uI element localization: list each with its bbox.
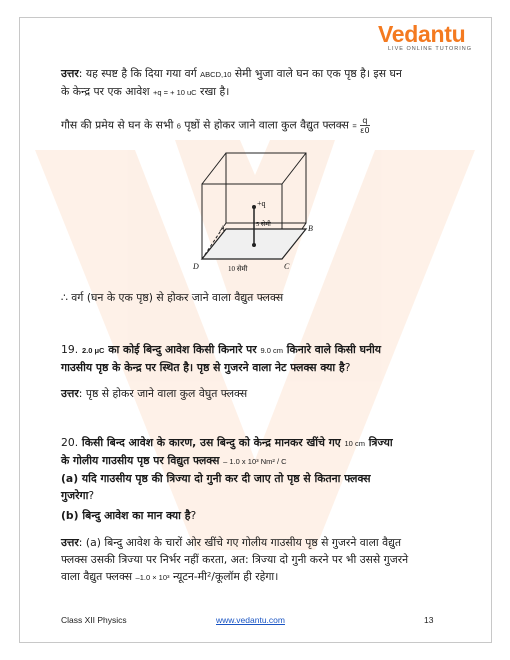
question-20: 20. किसी बिन्द आवेश के कारण, उस बिन्दु को केन्द्र मानकर खींचे गए 10 cm त्रिज्या के गोलीय गाउसीय पृष्ठ पर विद्युत फ्लक्स – 1.0 x 10³ Nm² / C (a) यदि गाउसीय पृष्ठ की त्रिज्या दो गुनी कर दी जाए तो पृष्ठ से कितना फ्लक्स गुजरेगा? (61, 436, 393, 502)
cube-back-face (226, 153, 306, 223)
label-a: A (220, 224, 225, 233)
label-d: D (193, 262, 199, 271)
footer-subject: Class XII Physics (61, 615, 127, 625)
answer-label: उत्तर (61, 67, 79, 80)
answer-1: उत्तर: यह स्पष्ट है कि दिया गया वर्ग ABCD,10 सेमी भुजा वाले घन का एक पृष्ठ है। इस घन के केन्द्र पर एक आवेश +q = + 10 uC रखा है। (61, 67, 402, 98)
cube-figure (190, 150, 320, 282)
question-20b: (b) बिन्दु आवेश का मान क्या है? (61, 509, 197, 522)
footer-website-link[interactable]: www.vedantu.com (216, 615, 285, 625)
answer-20: उत्तर: (a) बिन्दु आवेश के चारों ओर खींचे गए गोलीय गाउसीय पृष्ठ से गुजरने वाला वैद्युत फ्लक्स उसकी त्रिज्या पर निर्भर नहीं करता, अत: त्रिज्या दो गुनी करने पर भी उससे गुजरने वाला वैद्युत फ्लक्स –1.0 × 10³ न्यूटन-मी²/कूलॉम ही रहेगा। (61, 536, 409, 583)
label-q: +q (257, 199, 266, 208)
label-side: 10 सेमी (228, 265, 248, 273)
label-b: B (308, 224, 313, 233)
charge-value: +q = + 10 uC (153, 88, 197, 97)
page-number: 13 (424, 615, 434, 625)
point-charge (252, 205, 256, 209)
logo-wordmark: Vedantu (378, 21, 466, 47)
therefore-line: ∴ वर्ग (घन के एक पृष्ठ) से होकर जाने वाला वैद्युत फ्लक्स (61, 291, 284, 304)
square-dims: ABCD,10 (200, 70, 232, 79)
label-height: 5 सेमी (256, 221, 271, 228)
label-c: C (284, 262, 290, 271)
gauss-statement: गौस की प्रमेय से घन के सभी 6 पृष्ठों से होकर जाने वाला कुल वैद्युत फ्लक्स = $\frac{q}{\varepsilon 0}$ (61, 116, 370, 135)
vedantu-logo (378, 22, 476, 52)
logo-tagline: LIVE ONLINE TUTORING (388, 46, 472, 52)
answer-19: उत्तर: पृष्ठ से होकर जाने वाला कुल वेघुत फ्लक्स (61, 387, 248, 400)
flux-fraction: $\frac{q}{\varepsilon 0}$ (360, 116, 370, 135)
question-19: 19. 2.0 μC का कोई बिन्दु आवेश किसी किनारे पर 9.0 cm किनारे वाले किसी घनीय गाउसीय पृष्ठ के केन्द्र पर स्थित है। पृष्ठ से गुजरने वाला नेट फ्लक्स क्या है? (61, 343, 382, 374)
